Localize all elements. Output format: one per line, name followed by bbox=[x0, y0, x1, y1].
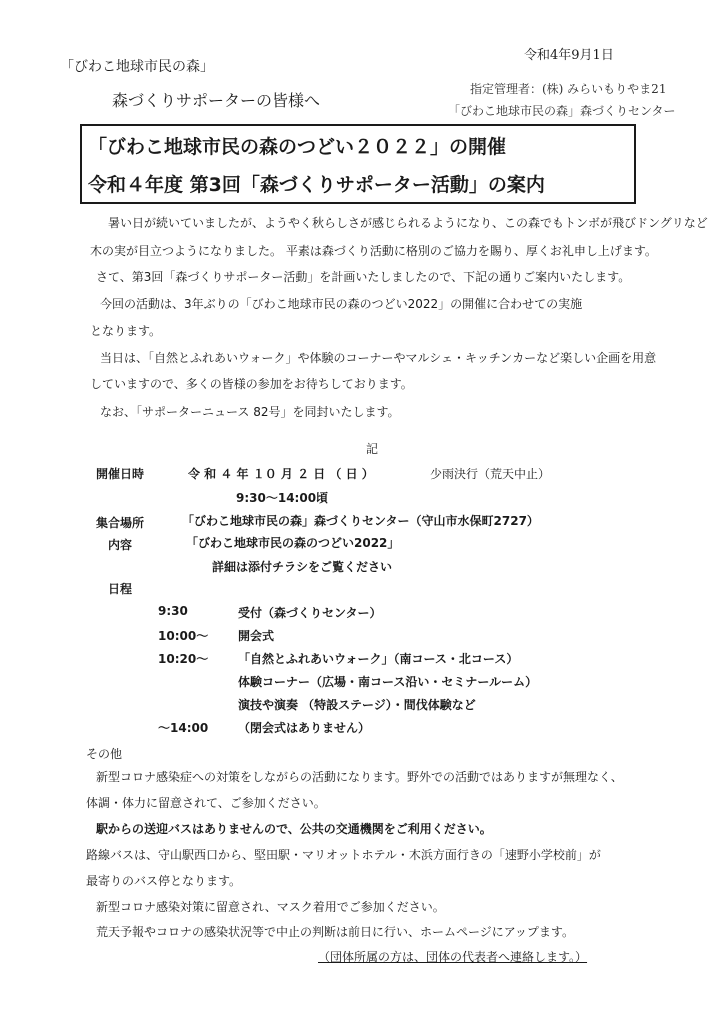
title-line-2: 令和４年度 第3回「森づくりサポーター活動」の案内 bbox=[88, 174, 545, 196]
schedule-event: 受付（森づくりセンター） bbox=[238, 606, 382, 620]
ki-heading: 記 bbox=[366, 442, 379, 456]
organization-name: 「びわこ地球市民の森」 bbox=[60, 59, 214, 75]
paragraph-4a: 当日は、「自然とふれあいウォーク」や体験のコーナーやマルシェ・キッチンカーなど楽しい企画を用意 bbox=[100, 351, 657, 365]
date-value: 令 和 ４ 年 １０ 月 ２ 日 （ 日 ） bbox=[188, 467, 374, 481]
other-6: （団体所属の方は、団体の代表者へ連絡します。） bbox=[318, 950, 588, 964]
paragraph-3b: となります。 bbox=[90, 324, 162, 338]
center-name: 「びわこ地球市民の森」森づくりセンター bbox=[448, 104, 676, 118]
other-4: 新型コロナ感染対策に留意され、マスク着用でご参加ください。 bbox=[96, 900, 445, 914]
paragraph-2: さて、第3回「森づくりサポーター活動」を計画いたしましたので、下記の通りご案内いたします。 bbox=[96, 270, 631, 284]
time-value: 9:30～14:00頃 bbox=[236, 491, 329, 505]
schedule-time: ～14:00 bbox=[158, 721, 209, 735]
schedule-time: 10:00～ bbox=[158, 629, 209, 643]
other-5: 荒天予報やコロナの感染状況等で中止の判断は前日に行い、ホームページにアップます。 bbox=[96, 925, 574, 939]
other-label: その他 bbox=[86, 747, 123, 761]
place-value: 「びわこ地球市民の森」森づくりセンター（守山市水保町2727） bbox=[182, 514, 539, 528]
schedule-event: 演技や演奏 （特設ステージ）・間伐体験など bbox=[238, 698, 476, 712]
rain-policy: 少雨決行（荒天中止） bbox=[430, 467, 551, 481]
schedule-label: 日程 bbox=[108, 582, 133, 596]
document-date: 令和4年9月1日 bbox=[524, 48, 614, 63]
other-1a: 新型コロナ感染症への対策をしながらの活動になります。野外での活動ではありますが無理なく、 bbox=[96, 770, 623, 784]
place-label: 集合場所 bbox=[96, 516, 145, 530]
other-1b: 体調・体力に留意されて、ご参加ください。 bbox=[86, 796, 326, 810]
schedule-event: （閉会式はありません） bbox=[238, 721, 371, 735]
schedule-event: 開会式 bbox=[238, 629, 275, 643]
schedule-time: 10:20～ bbox=[158, 652, 209, 666]
content-label: 内容 bbox=[108, 538, 133, 552]
title-line-1: 「びわこ地球市民の森のつどい２０２２」の開催 bbox=[88, 136, 507, 158]
content-note: 詳細は添付チラシをご覧ください bbox=[212, 560, 393, 574]
content-value: 「びわこ地球市民の森のつどい2022」 bbox=[186, 536, 400, 550]
title-box bbox=[80, 124, 636, 204]
paragraph-3a: 今回の活動は、3年ぶりの「びわこ地球市民の森のつどい2022」の開催に合わせての実施 bbox=[100, 297, 583, 311]
salutation: 森づくりサポーターの皆様へ bbox=[112, 91, 321, 110]
date-label: 開催日時 bbox=[96, 467, 145, 481]
paragraph-4b: していますので、多くの皆様の参加をお待ちしております。 bbox=[90, 377, 413, 391]
manager-name: 指定管理者：(株) みらいもりやま21 bbox=[470, 82, 667, 96]
other-3a: 路線バスは、守山駅西口から、堅田駅・マリオットホテル・木浜方面行きの「速野小学校前」が bbox=[86, 848, 601, 862]
paragraph-1b: 木の実が目立つようになりました。 平素は森づくり活動に格別のご協力を賜り、厚くお礼申し上げます。 bbox=[90, 244, 657, 258]
other-3b: 最寄りのバス停となります。 bbox=[86, 874, 242, 888]
other-2: 駅からの送迎バスはありませんので、公共の交通機関をご利用ください。 bbox=[96, 822, 492, 836]
paragraph-1a: 暑い日が続いていましたが、ようやく秋らしさが感じられるようになり、この森でもトンボが飛びドングリなど bbox=[108, 216, 708, 230]
schedule-event: 体験コーナー（広場・南コース沿い・セミナールーム） bbox=[238, 675, 538, 689]
schedule-time: 9:30 bbox=[158, 604, 188, 618]
schedule-event: 「自然とふれあいウォーク」（南コース・北コース） bbox=[238, 652, 519, 666]
paragraph-5: なお、「サポーターニュース 82号」を同封いたします。 bbox=[100, 405, 400, 419]
